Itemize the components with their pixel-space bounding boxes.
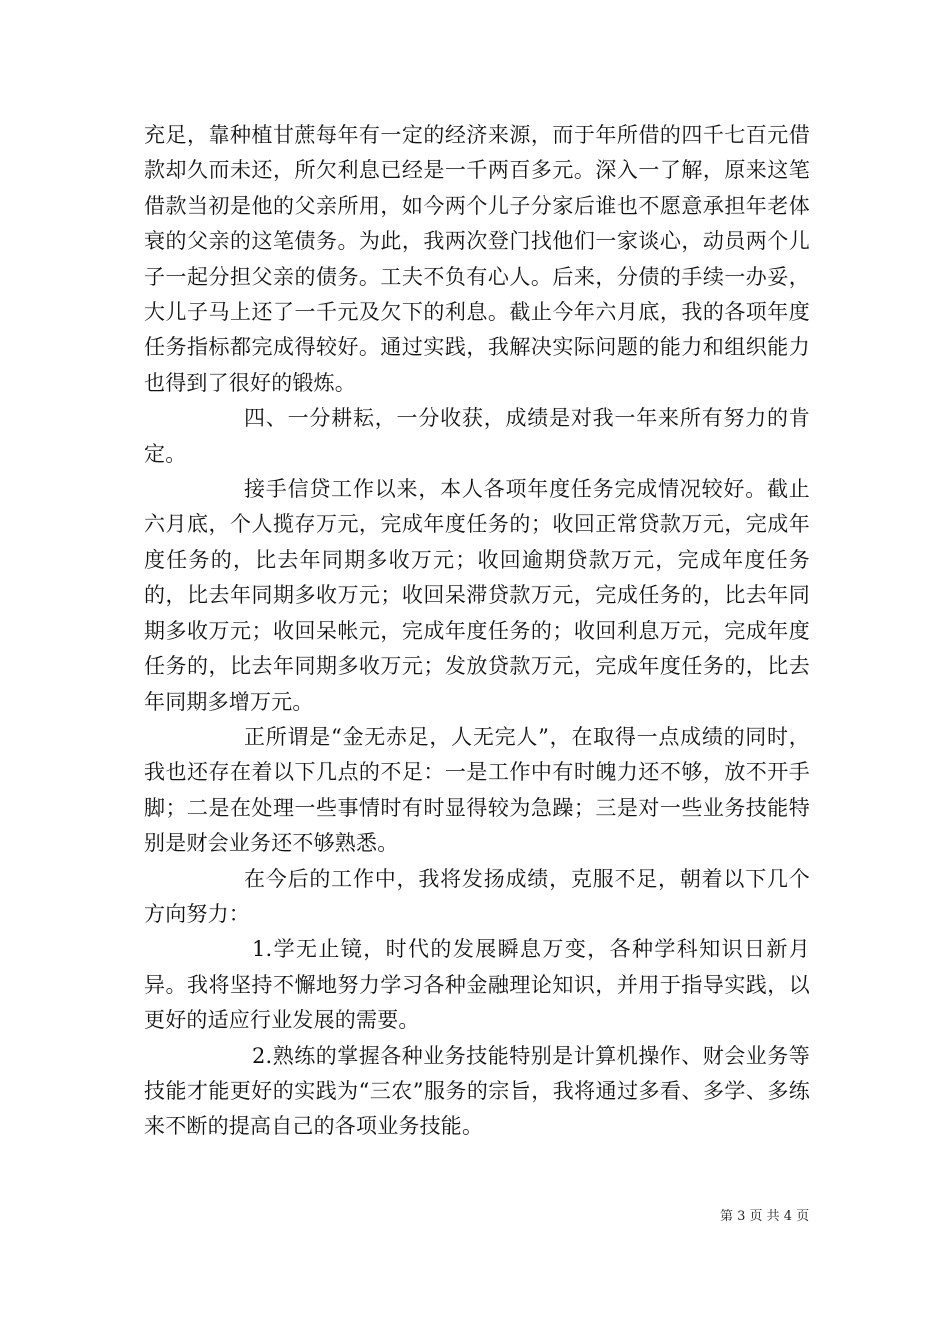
paragraph-performance: 接手信贷工作以来，本人各项年度任务完成情况较好。截止六月底，个人揽存万元，完成年度任务的；收回正常贷款万元，完成年度任务的，比去年同期多收万元；收回逾期贷款万元，完成年度任务的，比去年同期多收万元；收回呆滞贷款万元，完成任务的，比去年同期多收万元；收回呆帐元，完成年度任务的；收回利息万元，完成年度任务的，比去年同期多收万元；发放贷款万元，完成年度任务的，比去年同期多增万元。: [144, 477, 810, 714]
list-item-1: 1.学无止镜，时代的发展瞬息万变，各种学科知识日新月异。我将坚持不懈地努力学习各种金融理论知识，并用于指导实践，以更好的适应行业发展的需要。: [144, 937, 810, 1033]
paragraph-continuation: 充足，靠种植甘蔗每年有一定的经济来源，而于年所借的四千七百元借款却久而未还，所欠利息已经是一千两百多元。深入一了解，原来这笔借款当初是他的父亲所用，如今两个儿子分家后谁也不愿意承担年老体衰的父亲的这笔债务。为此，我两次登门找他们一家谈心，动员两个儿子一起分担父亲的债务。工夫不负有心人。后来，分债的手续一办妥，大儿子马上还了一千元及欠下的利息。截止今年六月底，我的各项年度任务指标都完成得较好。通过实践，我解决实际问题的能力和组织能力也得到了很好的锻炼。: [144, 123, 810, 395]
paragraph-future-direction: 在今后的工作中，我将发扬成绩，克服不足，朝着以下几个方向努力：: [144, 866, 810, 926]
section-heading-four: 四、一分耕耘，一分收获，成绩是对我一年来所有努力的肯定。: [144, 406, 810, 466]
list-item-2: 2.熟练的掌握各种业务技能特别是计算机操作、财会业务等技能才能更好的实践为“三农”服务的宗旨，我将通过多看、多学、多练来不断的提高自己的各项业务技能。: [144, 1043, 810, 1139]
document-body: [144, 118, 810, 1145]
page-footer: 第 3 页 共 4 页: [720, 1209, 810, 1224]
paragraph-shortcomings: 正所谓是“金无赤足，人无完人”，在取得一点成绩的同时，我也还存在着以下几点的不足：一是工作中有时魄力还不够，放不开手脚；二是在处理一些事情时有时显得较为急躁；三是对一些业务技能特别是财会业务还不够熟悉。: [144, 724, 810, 856]
